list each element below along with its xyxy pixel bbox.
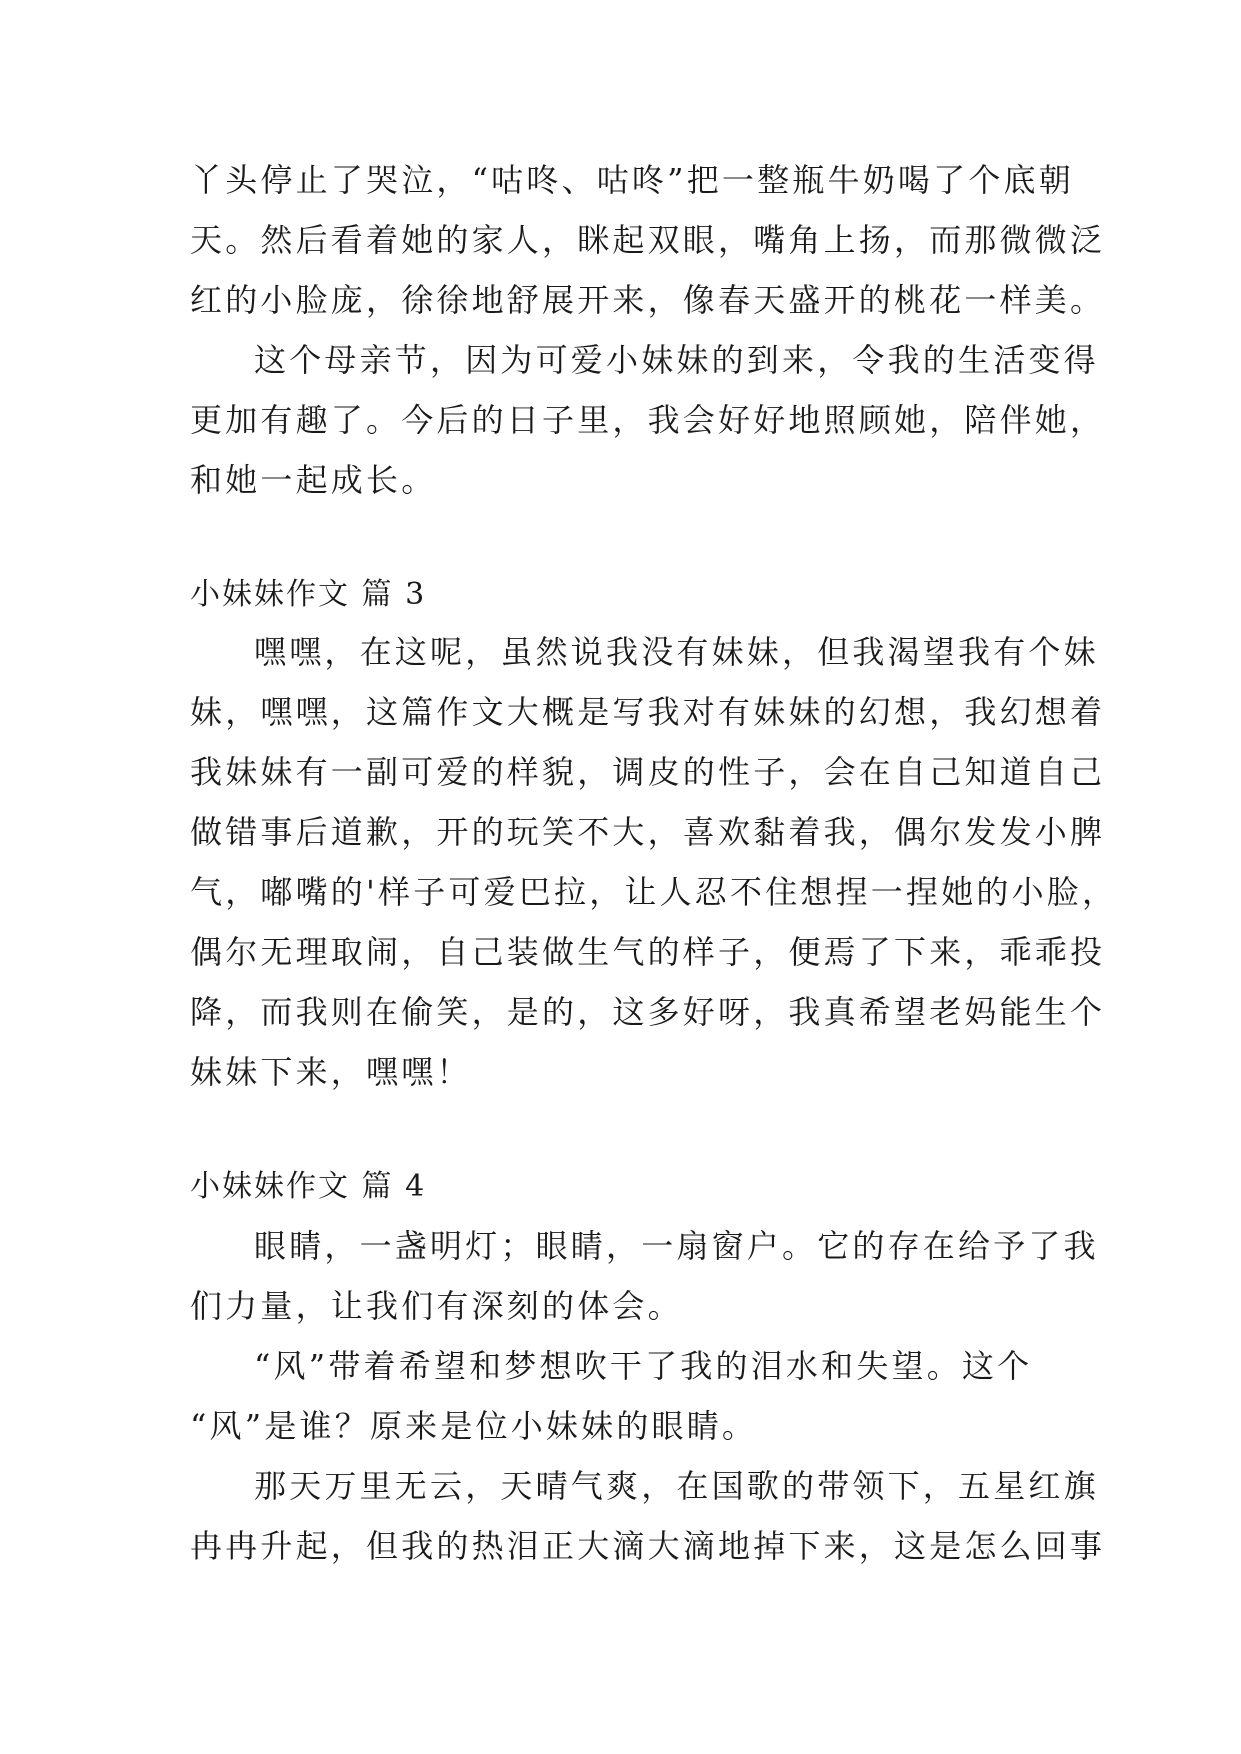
text-line: 冉冉升起，但我的热泪正大滴大滴地掉下来，这是怎么回事: [190, 1527, 1106, 1565]
text-line: 做错事后道歉，开的玩笑不大，喜欢黏着我，偶尔发发小脾: [190, 813, 1106, 851]
text-line: 我妹妹有一副可爱的样貌，调皮的性子，会在自己知道自己: [190, 753, 1106, 791]
text-line: 这个母亲节，因为可爱小妹妹的到来，令我的生活变得: [254, 341, 1099, 379]
text-line: 眼睛，一盏明灯；眼睛，一扇窗户。它的存在给予了我: [254, 1227, 1099, 1265]
section-title: 小妹妹作文 篇 3: [190, 577, 427, 612]
text-line: 降，而我则在偷笑，是的，这多好呀，我真希望老妈能生个: [190, 993, 1106, 1031]
text-line: 丫头停止了哭泣，“咕咚、咕咚”把一整瓶牛奶喝了个底朝: [190, 161, 1074, 199]
text-line: 们力量，让我们有深刻的体会。: [190, 1287, 683, 1325]
text-line: 和她一起成长。: [190, 461, 437, 499]
section-title: 小妹妹作文 篇 4: [190, 1169, 427, 1204]
text-line: 妹妹下来，嘿嘿！: [190, 1053, 472, 1091]
text-line: 红的小脸庞，徐徐地舒展开来，像春天盛开的桃花一样美。: [190, 281, 1106, 319]
text-line: 妹，嘿嘿，这篇作文大概是写我对有妹妹的幻想，我幻想着: [190, 693, 1106, 731]
text-line: 天。然后看着她的家人，眯起双眼，嘴角上扬，而那微微泛: [190, 221, 1106, 259]
text-line: 嘿嘿，在这呢，虽然说我没有妹妹，但我渴望我有个妹: [254, 633, 1099, 671]
text-line: 更加有趣了。今后的日子里，我会好好地照顾她，陪伴她，: [190, 401, 1106, 439]
text-line: “风”是谁？原来是位小妹妹的眼睛。: [190, 1407, 758, 1445]
text-line: “风”带着希望和梦想吹干了我的泪水和失望。这个: [254, 1347, 1033, 1385]
text-line: 偶尔无理取闹，自己装做生气的样子，便焉了下来，乖乖投: [190, 933, 1106, 971]
text-line: 那天万里无云，天晴气爽，在国歌的带领下，五星红旗: [254, 1467, 1099, 1505]
text-line: 气，嘟嘴的'样子可爱巴拉，让人忍不住想捏一捏她的小脸，: [190, 873, 1118, 911]
